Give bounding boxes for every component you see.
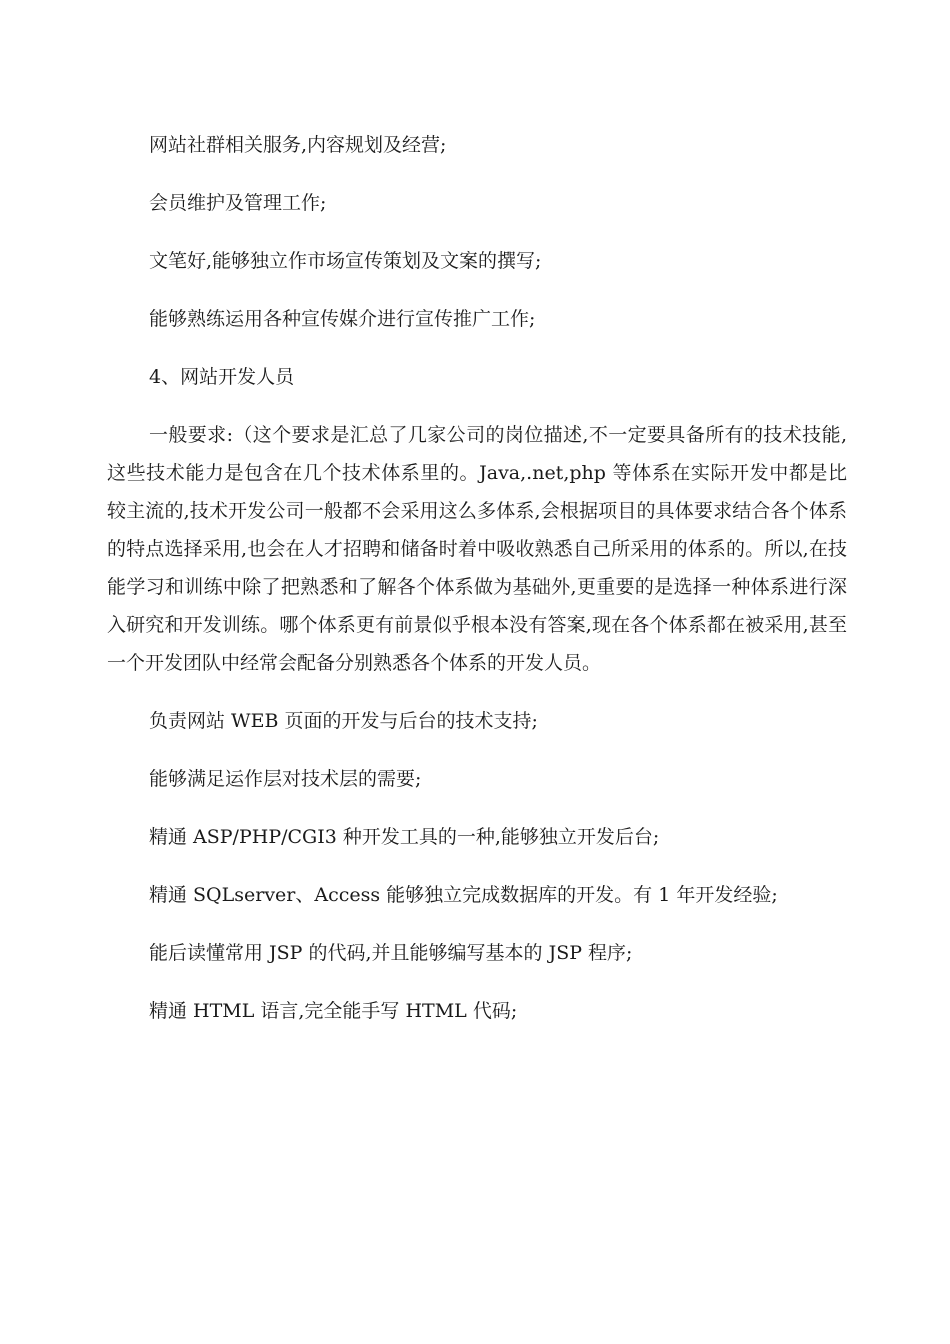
paragraph-spacer <box>107 396 847 416</box>
paragraph-spacer <box>107 914 847 934</box>
paragraph-spacer <box>107 682 847 702</box>
paragraph-spacer <box>107 164 847 184</box>
paragraph: 精通 SQLserver、Access 能够独立完成数据库的开发。有 1 年开发经验; <box>149 884 778 906</box>
paragraph: 精通 ASP/PHP/CGI3 种开发工具的一种,能够独立开发后台; <box>149 826 660 848</box>
section-heading: 4、网站开发人员 <box>149 366 295 388</box>
paragraph-spacer <box>107 856 847 876</box>
paragraph-spacer <box>107 972 847 992</box>
paragraph-spacer <box>107 798 847 818</box>
paragraph: 负责网站 WEB 页面的开发与后台的技术支持; <box>149 710 538 732</box>
paragraph-spacer <box>107 222 847 242</box>
paragraph-spacer <box>107 280 847 300</box>
paragraph: 网站社群相关服务,内容规划及经营; <box>149 134 447 156</box>
paragraph: 文笔好,能够独立作市场宣传策划及文案的撰写; <box>149 250 542 272</box>
paragraph: 能够熟练运用各种宣传媒介进行宣传推广工作; <box>149 308 536 330</box>
document-body <box>107 126 847 1030</box>
paragraph: 能后读懂常用 JSP 的代码,并且能够编写基本的 JSP 程序; <box>149 942 633 964</box>
paragraph-spacer <box>107 740 847 760</box>
paragraph: 一般要求:（这个要求是汇总了几家公司的岗位描述,不一定要具备所有的技术技能,这些技术能力是包含在几个技术体系里的。Java,.net,php 等体系在实际开发中都是比较主流的,技术开发公司一般都不会采用这么多体系,会根据项目的具体要求结合各个体系的特点选择采用,也会在人才招聘和储备时着中吸收熟悉自己所采用的体系的。所以,在技能学习和训练中除了把熟悉和了解各个体系做为基础外,更重要的是选择一种体系进行深入研究和开发训练。哪个体系更有前景似乎根本没有答案,现在各个体系都在被采用,甚至一个开发团队中经常会配备分别熟悉各个体系的开发人员。 <box>107 424 847 674</box>
paragraph: 会员维护及管理工作; <box>149 192 327 214</box>
paragraph: 精通 HTML 语言,完全能手写 HTML 代码; <box>149 1000 518 1022</box>
paragraph-spacer <box>107 338 847 358</box>
paragraph: 能够满足运作层对技术层的需要; <box>149 768 422 790</box>
